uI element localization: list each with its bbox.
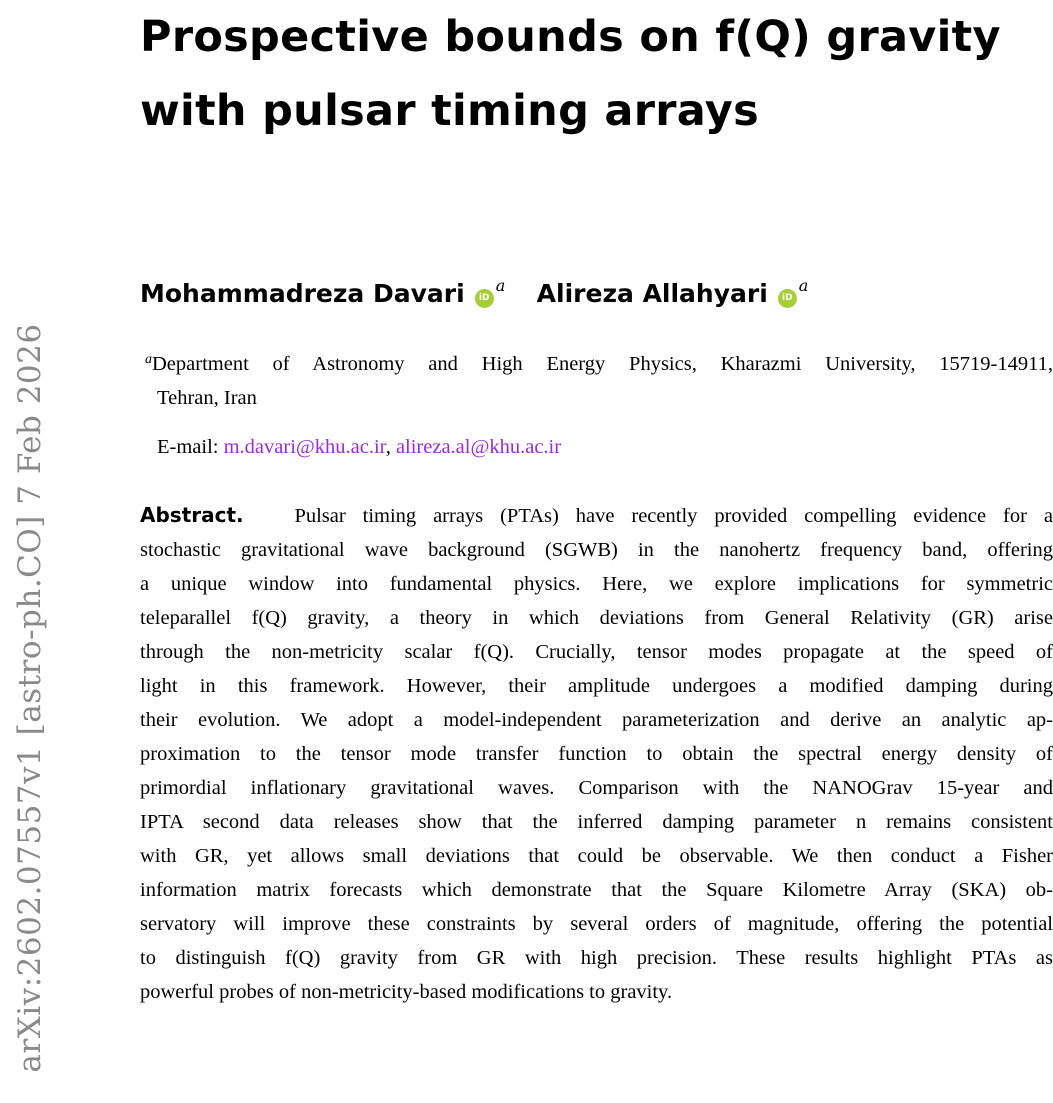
abstract-line: IPTA second data releases show that the inferred damping parameter n remains consistent: [140, 811, 1053, 833]
title-line-2: with pulsar timing arrays: [140, 86, 759, 136]
affiliation-line-2: Tehran, Iran: [157, 387, 257, 409]
affiliation-line-1: [145, 343, 1053, 381]
arxiv-identifier: arXiv:2602.07557v1 [astro-ph.CO] 7 Feb 2026: [12, 323, 48, 1073]
author-list: [140, 266, 808, 314]
abstract-line: their evolution. We adopt a model-independent parameterization and derive an analytic ap-: [140, 709, 1053, 731]
affiliation-marker: a: [798, 276, 809, 295]
abstract-line: primordial inflationary gravitational waves. Comparison with the NANOGrav 15-year and: [140, 777, 1053, 799]
author-name: Mohammadreza Davari: [140, 279, 465, 308]
abstract-text: Pulsar timing arrays (PTAs) have recently provided compelling evidence for a: [294, 505, 1053, 527]
abstract-line: powerful probes of non-metricity-based modifications to gravity.: [140, 981, 673, 1003]
email-link[interactable]: m.davari@khu.ac.ir: [223, 436, 386, 458]
abstract-line: with GR, yet allows small deviations that could be observable. We then conduct a Fisher: [140, 845, 1053, 867]
abstract: [140, 498, 1053, 1009]
abstract-line: [140, 498, 1053, 533]
author-name: Alireza Allahyari: [536, 279, 768, 308]
orcid-icon[interactable]: iD: [778, 289, 797, 308]
paper-title: [140, 0, 1040, 148]
abstract-line: teleparallel f(Q) gravity, a theory in which deviations from General Relativity (GR) arise: [140, 607, 1053, 629]
abstract-line: through the non-metricity scalar f(Q). Crucially, tensor modes propagate at the speed of: [140, 641, 1053, 663]
affiliation-marker: a: [495, 276, 506, 295]
email-separator: ,: [385, 436, 391, 458]
email-line: [157, 430, 561, 464]
abstract-line: information matrix forecasts which demonstrate that the Square Kilometre Array (SKA) ob-: [140, 879, 1053, 901]
affiliation: [145, 343, 1053, 415]
abstract-line: light in this framework. However, their amplitude undergoes a modified damping during: [140, 675, 1053, 697]
orcid-icon[interactable]: iD: [475, 289, 494, 308]
abstract-line: to distinguish f(Q) gravity from GR with high precision. These results highlight PTAs as: [140, 947, 1053, 969]
arxiv-identifier-stamp: [0, 0, 60, 1103]
affiliation-marker: a: [145, 352, 152, 367]
affiliation-text: Department of Astronomy and High Energy Physics, Kharazmi University, 15719-14911,: [152, 353, 1053, 375]
abstract-line: a unique window into fundamental physics. Here, we explore implications for symmetric: [140, 573, 1053, 595]
abstract-line: stochastic gravitational wave background (SGWB) in the nanohertz frequency band, offering: [140, 539, 1053, 561]
abstract-line: servatory will improve these constraints by several orders of magnitude, offering the potential: [140, 913, 1053, 935]
title-line-1: Prospective bounds on f(Q) gravity: [140, 12, 1001, 62]
abstract-line: proximation to the tensor mode transfer function to obtain the spectral energy density of: [140, 743, 1053, 765]
abstract-label: Abstract.: [140, 503, 244, 527]
email-link[interactable]: alireza.al@khu.ac.ir: [395, 436, 562, 458]
email-label: E-mail:: [157, 436, 219, 458]
